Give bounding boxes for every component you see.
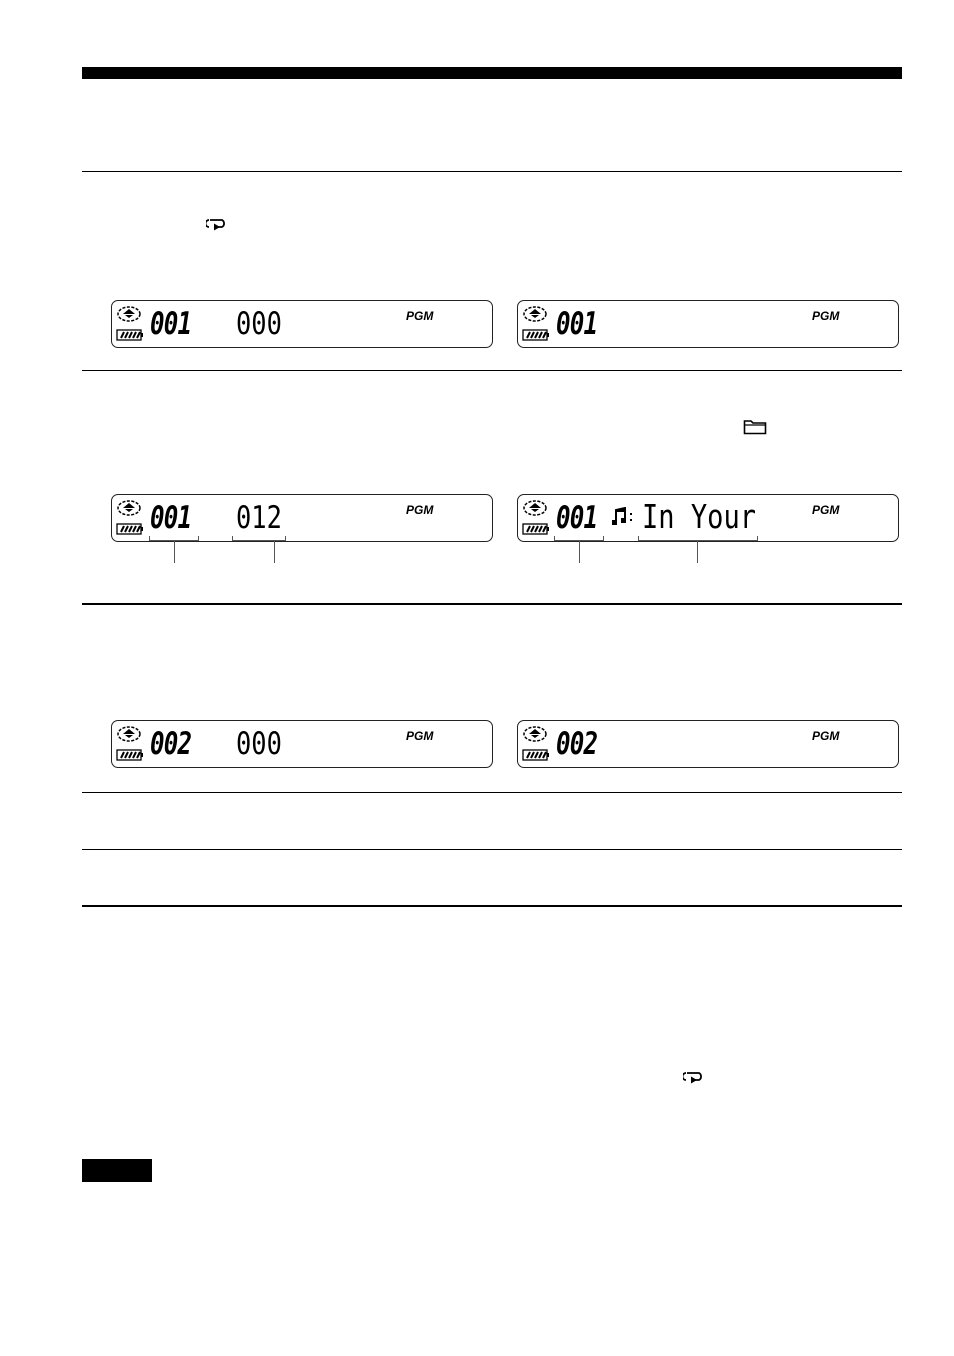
pgm-indicator: PGM bbox=[812, 729, 840, 743]
music-note-icon bbox=[610, 507, 640, 527]
repeat-arrow-icon bbox=[206, 218, 230, 232]
track-number: 001 bbox=[150, 500, 192, 536]
disc-icon bbox=[116, 499, 142, 517]
divider-3 bbox=[82, 603, 902, 605]
disc-icon bbox=[522, 725, 548, 743]
track-number: 002 bbox=[150, 726, 192, 762]
battery-icon bbox=[522, 523, 550, 535]
pgm-indicator: PGM bbox=[406, 309, 434, 323]
divider-6 bbox=[82, 905, 902, 907]
callout-leader-track bbox=[174, 541, 175, 563]
battery-icon bbox=[522, 749, 550, 761]
callout-bracket-counter bbox=[232, 536, 286, 541]
pgm-indicator: PGM bbox=[406, 729, 434, 743]
lcd-display-5 bbox=[111, 720, 493, 768]
battery-icon bbox=[116, 523, 144, 535]
callout-leader-title bbox=[697, 541, 698, 563]
callout-leader-counter bbox=[274, 541, 275, 563]
repeat-arrow-icon bbox=[683, 1071, 707, 1085]
track-title: In Your bbox=[642, 497, 757, 536]
track-number: 001 bbox=[150, 306, 192, 342]
track-number: 001 bbox=[556, 500, 598, 536]
counter-value: 012 bbox=[236, 500, 282, 536]
lcd-display-6 bbox=[517, 720, 899, 768]
lcd-display-3 bbox=[111, 494, 493, 542]
lcd-display-2 bbox=[517, 300, 899, 348]
lcd-display-4 bbox=[517, 494, 899, 542]
track-number: 002 bbox=[556, 726, 598, 762]
track-number: 001 bbox=[556, 306, 598, 342]
disc-icon bbox=[522, 305, 548, 323]
pgm-indicator: PGM bbox=[406, 503, 434, 517]
battery-icon bbox=[116, 329, 144, 341]
counter-value: 000 bbox=[236, 726, 282, 762]
pgm-indicator: PGM bbox=[812, 503, 840, 517]
disc-icon bbox=[522, 499, 548, 517]
pgm-indicator: PGM bbox=[812, 309, 840, 323]
folder-icon bbox=[743, 418, 767, 435]
battery-icon bbox=[116, 749, 144, 761]
counter-value: 000 bbox=[236, 306, 282, 342]
divider-2 bbox=[82, 370, 902, 371]
disc-icon bbox=[116, 725, 142, 743]
divider-5 bbox=[82, 849, 902, 850]
divider-4 bbox=[82, 792, 902, 793]
disc-icon bbox=[116, 305, 142, 323]
divider-1 bbox=[82, 171, 902, 172]
header-bar bbox=[82, 67, 902, 79]
battery-icon bbox=[522, 329, 550, 341]
callout-leader-track-2 bbox=[579, 541, 580, 563]
lcd-display-1 bbox=[111, 300, 493, 348]
note-label-block bbox=[82, 1159, 152, 1182]
